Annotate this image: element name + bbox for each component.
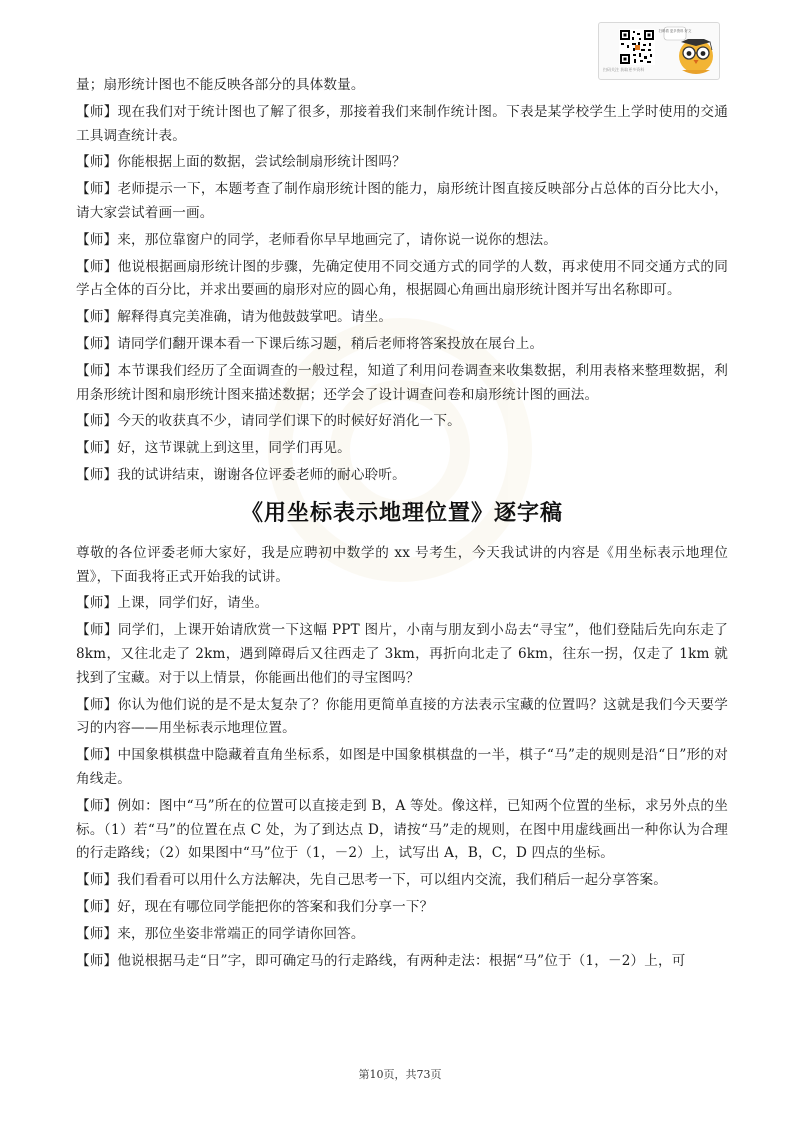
paragraph: 【师】你认为他们说的是不是太复杂了？你能用更简单直接的方法表示宝藏的位置吗？这就是我们今天要学习的内容——用坐标表示地理位置。 xyxy=(76,696,728,737)
paragraph: 【师】本节课我们经历了全面调查的一般过程，知道了利用问卷调查来收集数据，利用表格来整理数据，利用条形统计图和扇形统计图来描述数据；还学会了设计调查问卷和扇形统计图的画法。 xyxy=(76,362,728,403)
qr-caption: 扫码关注 获取更多资料 xyxy=(603,67,645,72)
paragraph: 【师】你能根据上面的数据，尝试绘制扇形统计图吗？ xyxy=(76,154,406,171)
paragraph: 【师】好，这节课就上到这里，同学们再见。 xyxy=(76,440,351,457)
paragraph: 【师】他说根据画扇形统计图的步骤，先确定使用不同交通方式的同学的人数，再求使用不同交通方式的同学占全体的百分比，并求出要画的扇形对应的圆心角，根据圆心角画出扇形统计图并写出名称即可。 xyxy=(76,258,728,299)
paragraph: 【师】例如：图中“马”所在的位置可以直接走到 B，A 等处。像这样，已知两个位置的坐标，求另外点的坐标。（1）若“马”的位置在点 C 处，为了到达点 D，请按“马”走的规则，在图中用虚线画出一种你认为合理的行走路线；（2）如果图中“马”位于（1，－2）上，试写出 A，B，C，D 四点的坐标。 xyxy=(76,797,728,862)
paragraph: 【师】老师提示一下，本题考查了制作扇形统计图的能力，扇形统计图直接反映部分占总体的百分比大小，请大家尝试着画一画。 xyxy=(76,181,728,221)
paragraph: 【师】请同学们翻开课本看一下课后练习题，稍后老师将答案投放在展台上。 xyxy=(76,335,544,352)
paragraph: 尊敬的各位评委老师大家好，我是应聘初中数学的 xx 号考生，今天我试讲的内容是《用坐标表示地理位置》，下面我将正式开始我的试讲。 xyxy=(76,544,728,585)
paragraph: 【师】来，那位靠窗户的同学，老师看你早早地画完了，请你说一说你的想法。 xyxy=(76,231,558,248)
paragraph: 【师】好，现在有哪位同学能把你的答案和我们分享一下？ xyxy=(76,898,434,915)
paragraph: 【师】同学们，上课开始请欣赏一下这幅 PPT 图片，小南与朋友到小岛去“寻宝”，他们登陆后先向东走了 8km，又往北走了 2km，遇到障碍后又往西走了 3km，再折向北走了 6km，往东一拐，仅走了 1km 就找到了宝藏。对于以上情景，你能画出他们的寻宝图吗？ xyxy=(76,622,728,686)
paragraph: 【师】我们看看可以用什么方法解决，先自己思考一下，可以组内交流，我们稍后一起分享答案。 xyxy=(76,872,667,889)
page-number: 第10页，共73页 xyxy=(358,1068,442,1081)
mascot-bubble-text: 扫码看 更多资料 好文 xyxy=(658,29,692,33)
paragraph: 【师】中国象棋棋盘中隐藏着直角坐标系，如图是中国象棋棋盘的一半，棋子“马”走的规则是沿“日”形的对角线走。 xyxy=(76,747,728,787)
section-coordinates-transcript xyxy=(76,542,728,974)
document-body xyxy=(76,74,728,973)
paragraph: 【师】上课，同学们好，请坐。 xyxy=(76,595,269,612)
header-badge xyxy=(598,22,720,80)
paragraph: 【师】来，那位坐姿非常端正的同学请你回答。 xyxy=(76,925,365,942)
owl-mascot-icon xyxy=(658,26,717,78)
section-title: 《用坐标表示地理位置》逐字稿 xyxy=(240,499,563,526)
paragraph: 【师】解释得真完美准确，请为他鼓鼓掌吧。请坐。 xyxy=(76,309,393,326)
qr-code-icon xyxy=(619,29,655,65)
section-statistics-ending xyxy=(76,74,728,488)
paragraph: 【师】他说根据马走“日”字，即可确定马的行走路线，有两种走法：根据“马”位于（1，－2）上，可 xyxy=(76,952,686,969)
paragraph: 【师】我的试讲结束，谢谢各位评委老师的耐心聆听。 xyxy=(76,466,406,483)
paragraph: 【师】今天的收获真不少，请同学们课下的时候好好消化一下。 xyxy=(76,413,461,430)
paragraph: 【师】现在我们对于统计图也了解了很多，那接着我们来制作统计图。下表是某学校学生上学时使用的交通工具调查统计表。 xyxy=(76,103,728,144)
paragraph: 量；扇形统计图也不能反映各部分的具体数量。 xyxy=(76,77,365,93)
